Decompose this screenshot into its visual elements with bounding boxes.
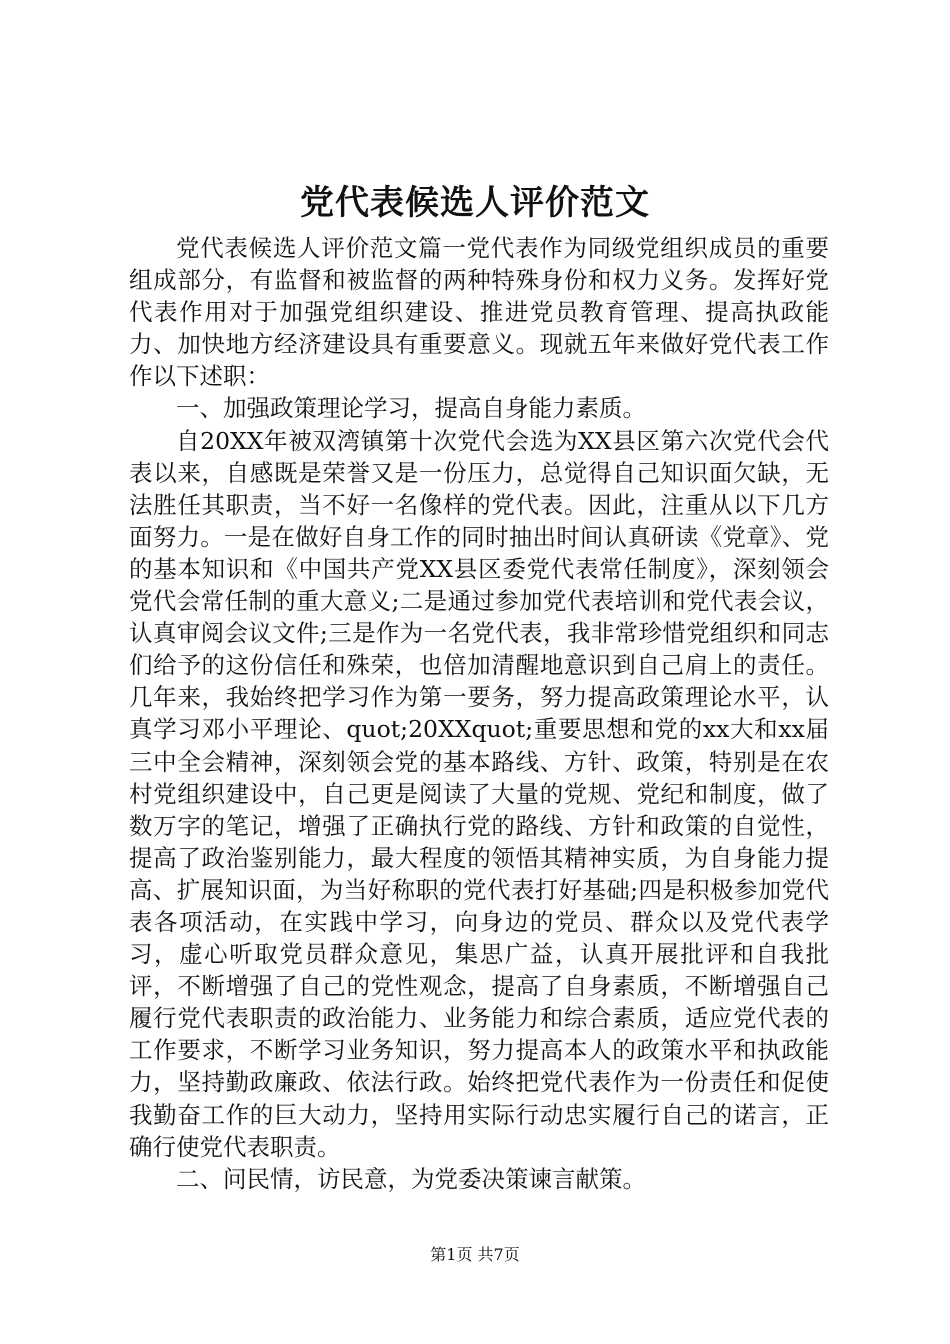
intro-paragraph: 党代表候选人评价范文篇一党代表作为同级党组织成员的重要组成部分，有监督和被监督的两种特殊身份和权力义务。发挥好党代表作用对于加强党组织建设、推进党员教育管理、提高执政能力、加快地方经济建设具有重要意义。现就五年来做好党代表工作作以下述职： (129, 234, 829, 391)
page-footer: 第1页 共7页 (430, 1245, 520, 1264)
section-heading-2: 二、问民情，访民意，为党委决策谏言献策。 (176, 1164, 646, 1193)
document-body (129, 232, 829, 1195)
document-title: 党代表候选人评价范文 (300, 183, 650, 223)
section-heading-1: 一、加强政策理论学习，提高自身能力素质。 (176, 394, 646, 423)
section-1-paragraph: 自20XX年被双湾镇第十次党代会选为XX县区第六次党代会代表以来，自感既是荣誉又是一份压力，总觉得自己知识面欠缺，无法胜任其职责，当不好一名像样的党代表。因此，注重从以下几方面努力。一是在做好自身工作的同时抽出时间认真研读《党章》、党的基本知识和《中国共产党XX县区委党代表常任制度》，深刻领会党代会常任制的重大意义;二是通过参加党代表培训和党代表会议，认真审阅会议文件;三是作为一名党代表，我非常珍惜党组织和同志们给予的这份信任和殊荣，也倍加清醒地意识到自己肩上的责任。几年来，我始终把学习作为第一要务，努力提高政策理论水平，认真学习邓小平理论、quot;20XXquot;重要思想和党的xx大和xx届三中全会精神，深刻领会党的基本路线、方针、政策，特别是在农村党组织建设中，自己更是阅读了大量的党规、党纪和制度，做了数万字的笔记，增强了正确执行党的路线、方针和政策的自觉性，提高了政治鉴别能力，最大程度的领悟其精神实质，为自身能力提高、扩展知识面，为当好称职的党代表打好基础;四是积极参加党代表各项活动，在实践中学习，向身边的党员、群众以及党代表学习，虚心听取党员群众意见，集思广益，认真开展批评和自我批评，不断增强了自己的党性观念，提高了自身素质，不断增强自己履行党代表职责的政治能力、业务能力和综合素质，适应党代表的工作要求，不断学习业务知识，努力提高本人的政策水平和执政能力，坚持勤政廉政、依法行政。始终把党代表作为一份责任和促使我勤奋工作的巨大动力，坚持用实际行动忠实履行自己的诺言，正确行使党代表职责。 (129, 426, 829, 1161)
